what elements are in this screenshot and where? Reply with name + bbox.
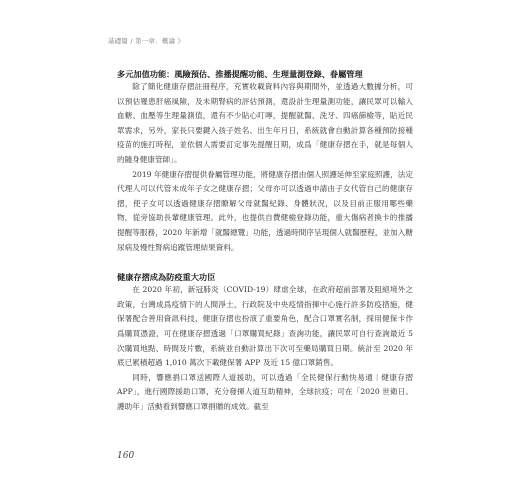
section-heading-pandemic: 健康存摺成為防疫重大功臣 — [117, 272, 216, 283]
page-body — [117, 68, 413, 414]
body-paragraph: 在 2020 年初，新冠肺炎（COVID-19）肆虐全球，在政府超前部署及阻絕境外之政策，台灣成爲疫情下的人間淨土，行政院及中央疫情指揮中心施行許多防疫措施，健保署配合善用資訊科技，健康存摺也扮演了重要角色，配合口罩實名制，採用健保卡作爲購買憑證，可在健康存摺透過「口罩購買紀錄」查詢功能，讓民眾可自行查詢最近 5 次購買地點、時間及片數，系統並自動計算出下次可至藥局購買日期。統計至 2020 年底已累積超過 1,010 萬次下載健保署 APP 及近 15 億口罩銷售。 — [117, 285, 413, 368]
page-number: 160 — [117, 451, 135, 461]
section-heading-value-added: 多元加值功能：風險預估、推播提醒功能、生理量測登錄、眷屬管理 — [117, 69, 363, 79]
running-header: 基礎篇 / 第一章．概論 》 — [108, 37, 185, 45]
body-paragraph: 同時，響應捐口罩送國際人道援助，可以透過「全民健保行動快易通｜健康存摺 APP」，進行國際援助口罩，充分發揮人道互助精神，全球抗疫；可在「2020 世衛日、護助年」活動看到響應口罩捐贈的成效。截至 — [117, 372, 413, 411]
body-paragraph: 除了簡化健康存摺註冊程序，充實收載資料內容與期間外，並透過大數據分析，可以預估罹患肝癌風險，及未期腎病的評估預測，還設計生理量測功能，讓民眾可以輸入血糖、血壓等生理量測值，還有不少貼心叮嚀，提醒就醫、洗牙、四癌篩檢等，貼近民眾需求，另外，家長只要鍵入孩子姓名、出生年月日，系統就會自動計算各種預防接種疫苗的施打時程，並依個人需要訂定事先提醒日期，成爲「健康存摺在手，就是每個人的隨身健康管師」。 — [117, 82, 413, 164]
body-paragraph: 2019 年健康存摺提供眷屬管理功能，將健康存摺由個人照護延伸至家庭照護，法定代理人可以代管未成年子女之健康存摺；父母亦可以透過申請由子女代管自己的健康存摺，使子女可以透過健康存摺瞭解父母就醫紀錄、身體狀況，以及目前正服用哪些藥物，從旁協助長輩健康管理。此外，也提供自費健檢登錄功能，重大傷病者換卡的推播提醒等服務，2020 年新增「就醫總覽」功能，透過時間序呈現個人就醫歷程，並加入糖尿病及慢性腎病追蹤管理結果資料。 — [117, 169, 413, 252]
